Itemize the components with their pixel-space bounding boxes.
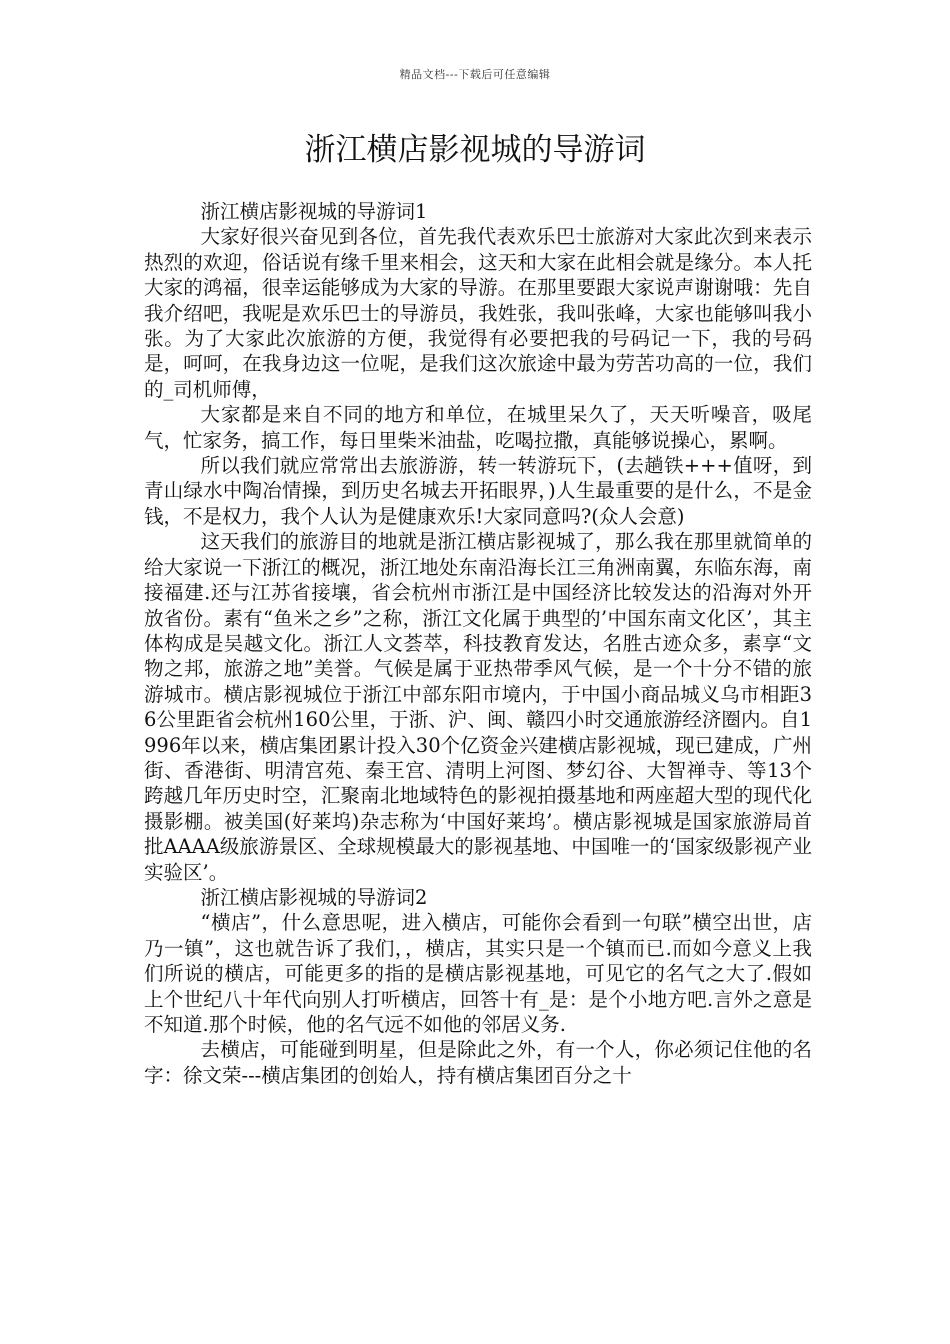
paragraph: 所以我们就应常常出去旅游游，转一转游玩下，(去趟铁+++值呀，到青山绿水中陶冶情操，到历史名城去开拓眼界，)人生最重要的是什么，不是金钱，不是权力，我个人认为是健康欢乐!大家同意吗?(众人会意) xyxy=(144,454,812,528)
section-heading: 浙江横店影视城的导游词2 xyxy=(200,885,428,909)
paragraph: 这天我们的旅游目的地就是浙江横店影视城了，那么我在那里就简单的给大家说一下浙江的概况，浙江地处东南沿海长江三角洲南翼，东临东海，南接福建.还与江苏省接壤，省会杭州市浙江是中国经济比较发达的沿海对外开放省份。素有“鱼米之乡”之称，浙江文化属于典型的’中国东南文化区’，其主体构成是吴越文化。浙江人文荟萃，科技教育发达，名胜古迹众多，素享“文物之邦，旅游之地”美誉。气候是属于亚热带季风气候，是一个十分不错的旅游城市。横店影视城位于浙江中部东阳市境内，于中国小商品城义乌市相距36公里距省会杭州160公里，于浙、沪、闽、赣四小时交通旅游经济圈内。自1996年以来，横店集团累计投入30个亿资金兴建横店影视城，现已建成，广州街、香港街、明清宫苑、秦王宫、清明上河图、梦幻谷、大智禅寺、等13个跨越几年历史时空，汇聚南北地域特色的影视拍摄基地和两座超大型的现代化摄影棚。被美国(好莱坞)杂志称为‘中国好莱坞’。横店影视城是国家旅游局首批AAAA级旅游景区、全球规模最大的影视基地、中国唯一的‘国家级影视产业实验区’。 xyxy=(144,530,812,884)
paragraph: 大家都是来自不同的地方和单位，在城里呆久了，天天听噪音，吸尾气，忙家务，搞工作，每日里柴米油盐，吃喝拉撒，真能够说操心，累啊。 xyxy=(144,403,812,452)
paragraph: 去横店，可能碰到明星，但是除此之外，有一个人，你必须记住他的名字：徐文荣---横店集团的创始人，持有横店集团百分之十 xyxy=(144,1038,812,1087)
header-note: 精品文档---下载后可任意编辑 xyxy=(399,68,551,81)
document-body xyxy=(144,199,812,1088)
paragraph: “横店”，什么意思呢，进入横店，可能你会看到一句联”横空出世，店乃一镇”，这也就告诉了我们，，横店，其实只是一个镇而已.而如今意义上我们所说的横店，可能更多的指的是横店影视基地，可见它的名气之大了.假如上个世纪八十年代向别人打听横店，回答十有_是：是个小地方吧.言外之意是不知道.那个时候，他的名气远不如他的邻居义务. xyxy=(144,911,812,1036)
section-heading: 浙江横店影视城的导游词1 xyxy=(200,200,428,223)
document-title: 浙江横店影视城的导游词 xyxy=(304,132,646,168)
paragraph: 大家好很兴奋见到各位，首先我代表欢乐巴士旅游对大家此次到来表示热烈的欢迎，俗话说有缘千里来相会，这天和大家在此相会就是缘分。本人托大家的鸿福，很幸运能够成为大家的导游。在那里要跟大家说声谢谢哦：先自我介绍吧，我呢是欢乐巴士的导游员，我姓张，我叫张峰，大家也能够叫我小张。为了大家此次旅游的方便，我觉得有必要把我的号码记一下，我的号码是，呵呵，在我身边这一位呢，是我们这次旅途中最为劳苦功高的一位，我们的_司机师傅， xyxy=(144,225,812,401)
